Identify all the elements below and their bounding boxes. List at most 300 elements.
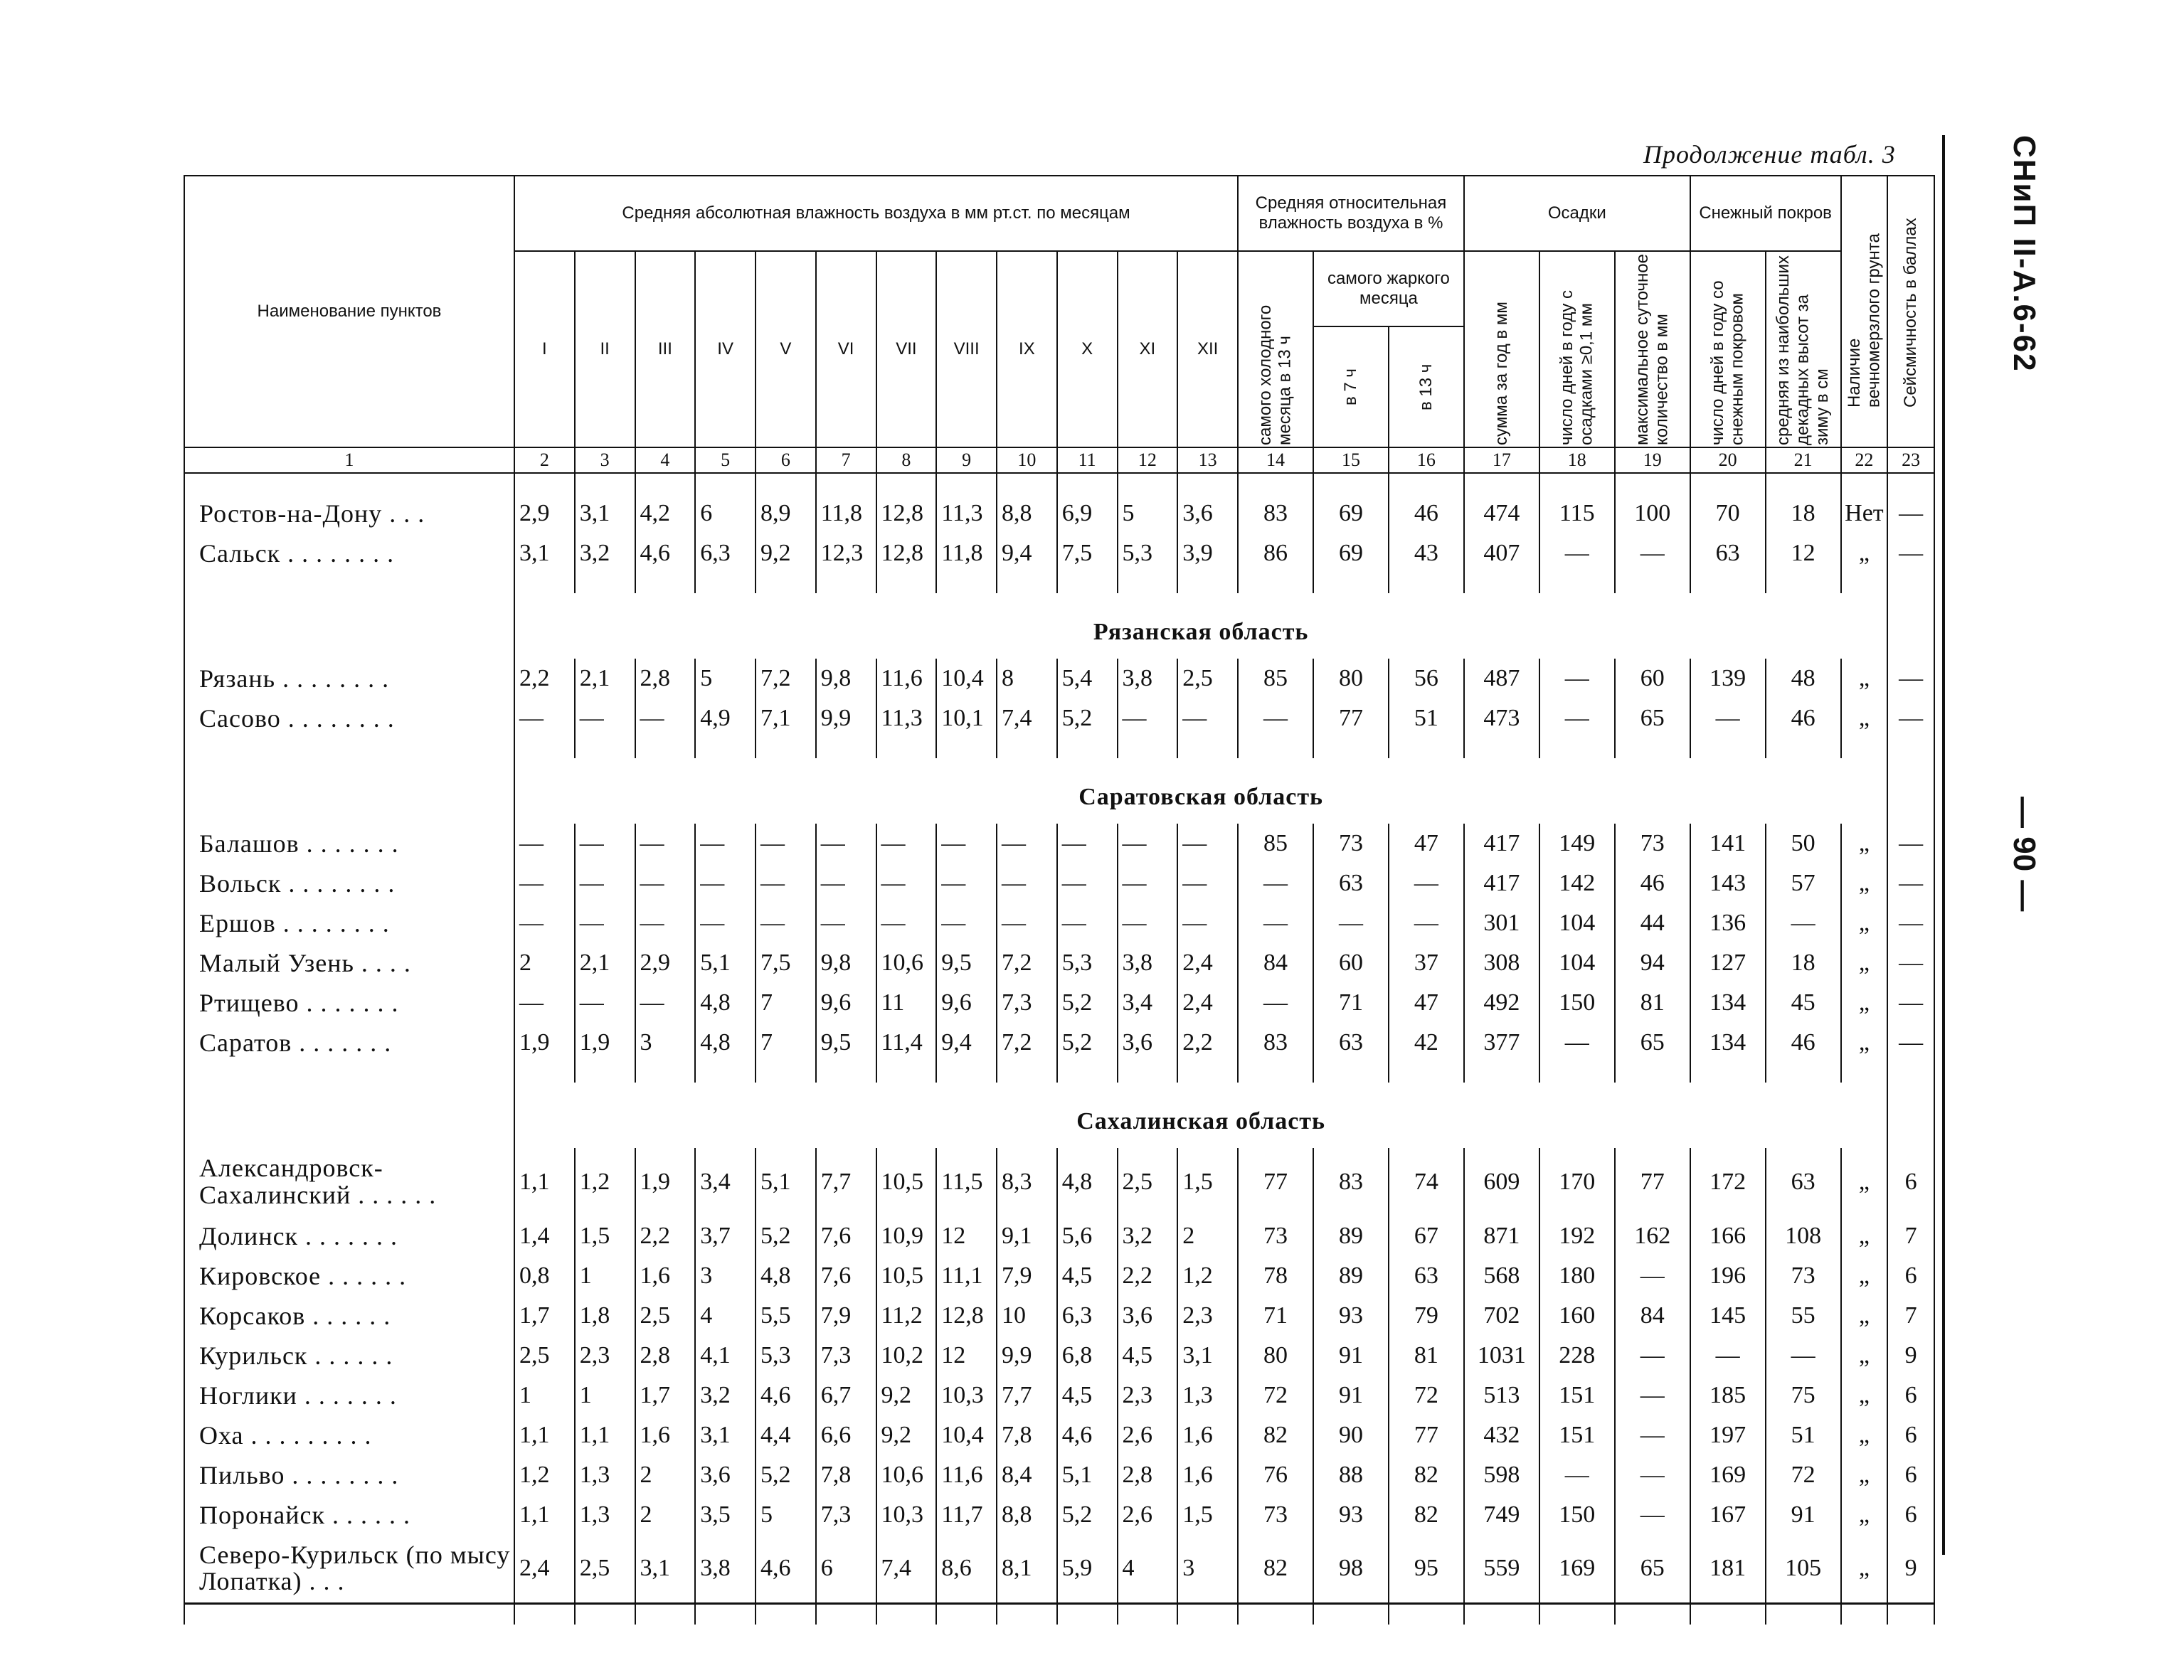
table-cell: „ [1841, 983, 1888, 1023]
table-cell: 6 [816, 1535, 876, 1604]
table-cell: — [1887, 983, 1934, 1023]
table-cell: 2 [635, 1495, 696, 1535]
climate-table [184, 175, 1935, 1625]
table-cell: 4,6 [756, 1535, 816, 1604]
table-cell: — [1887, 659, 1934, 698]
table-cell: 7,6 [816, 1216, 876, 1256]
table-cell: — [695, 863, 756, 903]
table-cell: 12 [936, 1336, 997, 1376]
table-cell: 1,6 [1177, 1415, 1238, 1455]
table-cell: — [1766, 903, 1841, 943]
table-cell: 10,3 [876, 1495, 937, 1535]
table-cell: 6,6 [816, 1415, 876, 1455]
header-name-col: Наименование пунктов [184, 176, 514, 447]
table-row [184, 983, 1934, 1023]
column-number: 10 [997, 447, 1057, 473]
table-cell: 91 [1313, 1376, 1389, 1415]
table-cell: 1,1 [514, 1415, 575, 1455]
table-cell: — [1057, 903, 1118, 943]
table-cell: 1,5 [1177, 1148, 1238, 1216]
table-cell: 7 [756, 983, 816, 1023]
table-cell: 83 [1313, 1148, 1389, 1216]
table-cell: 1031 [1464, 1336, 1539, 1376]
table-cell: 6 [695, 494, 756, 533]
table-cell: 3 [635, 1023, 696, 1063]
table-cell: 2,6 [1118, 1415, 1178, 1455]
table-cell: 4,6 [1057, 1415, 1118, 1455]
table-cell: 3,1 [575, 494, 635, 533]
table-cell: 2,3 [1118, 1376, 1178, 1415]
table-cell: „ [1841, 824, 1888, 863]
table-cell: 377 [1464, 1023, 1539, 1063]
table-cell: 228 [1539, 1336, 1615, 1376]
table-cell: 1,9 [575, 1023, 635, 1063]
table-cell: 3,8 [695, 1535, 756, 1604]
table-cell: 11,4 [876, 1023, 937, 1063]
table-cell: — [1887, 903, 1934, 943]
header-month-9: IX [997, 251, 1057, 447]
header-seismic: Сейсмичность в баллах [1887, 176, 1934, 447]
table-cell: 7,9 [997, 1256, 1057, 1296]
table-cell: — [1615, 1415, 1690, 1455]
table-cell: 46 [1766, 1023, 1841, 1063]
table-cell: 2,4 [1177, 943, 1238, 983]
table-cell: — [1177, 903, 1238, 943]
table-cell: 88 [1313, 1455, 1389, 1495]
header-permafrost: Наличие вечномерзлого грунта [1841, 176, 1888, 447]
table-cell: — [1887, 494, 1934, 533]
header-abs-humidity: Средняя абсолютная влажность воздуха в мм рт.ст. по месяцам [514, 176, 1238, 251]
table-cell: 141 [1690, 824, 1766, 863]
table-cell: — [1313, 903, 1389, 943]
table-cell: 2,4 [1177, 983, 1238, 1023]
table-cell: 166 [1690, 1216, 1766, 1256]
table-cell: — [1238, 903, 1313, 943]
table-cell: 4,5 [1057, 1256, 1118, 1296]
table-cell: 598 [1464, 1455, 1539, 1495]
place-name: Балашов . . . . . . . [184, 824, 514, 863]
table-cell: 1,3 [575, 1495, 635, 1535]
region-row [184, 1083, 1934, 1148]
table-cell: 8,8 [997, 494, 1057, 533]
table-cell: 5,2 [1057, 983, 1118, 1023]
place-name: Вольск . . . . . . . . [184, 863, 514, 903]
table-cell: „ [1841, 1415, 1888, 1455]
table-cell: 2,5 [1177, 659, 1238, 698]
table-cell: 69 [1313, 533, 1389, 573]
table-cell: — [1238, 863, 1313, 903]
table-cell: — [1118, 903, 1178, 943]
table-cell: 77 [1389, 1415, 1464, 1455]
table-cell: 7 [756, 1023, 816, 1063]
table-cell: 3,2 [1118, 1216, 1178, 1256]
table-cell: 180 [1539, 1256, 1615, 1296]
table-cell: 72 [1766, 1455, 1841, 1495]
table-cell: — [514, 863, 575, 903]
table-cell: 3,6 [695, 1455, 756, 1495]
table-cell: 8 [997, 659, 1057, 698]
table-cell: „ [1841, 943, 1888, 983]
table-cell: 6,8 [1057, 1336, 1118, 1376]
table-cell: 48 [1766, 659, 1841, 698]
table-cell: 4,8 [756, 1256, 816, 1296]
table-cell: 83 [1238, 494, 1313, 533]
header-month-12: XII [1177, 251, 1238, 447]
column-number: 22 [1841, 447, 1888, 473]
table-cell: 2,3 [1177, 1296, 1238, 1336]
table-cell: 73 [1313, 824, 1389, 863]
table-cell: Нет [1841, 494, 1888, 533]
table-cell: — [1615, 1495, 1690, 1535]
table-cell: 6,9 [1057, 494, 1118, 533]
table-cell: 417 [1464, 863, 1539, 903]
table-cell: — [756, 824, 816, 863]
table-cell: 4,8 [1057, 1148, 1118, 1216]
table-cell: 2,5 [575, 1535, 635, 1604]
table-row [184, 698, 1934, 738]
table-cell: — [575, 863, 635, 903]
header-month-4: IV [695, 251, 756, 447]
table-cell: 46 [1766, 698, 1841, 738]
table-cell: 7,9 [816, 1296, 876, 1336]
table-cell: 85 [1238, 824, 1313, 863]
table-cell: — [695, 824, 756, 863]
table-cell: 67 [1389, 1216, 1464, 1256]
table-cell: 4,6 [635, 533, 696, 573]
table-cell: 7,4 [876, 1535, 937, 1604]
column-number: 21 [1766, 447, 1841, 473]
table-cell: 149 [1539, 824, 1615, 863]
table-cell: 143 [1690, 863, 1766, 903]
table-cell: 11,2 [876, 1296, 937, 1336]
place-name: Курильск . . . . . . [184, 1336, 514, 1376]
place-name: Корсаков . . . . . . [184, 1296, 514, 1336]
table-cell: 2,2 [514, 659, 575, 698]
table-cell: 95 [1389, 1535, 1464, 1604]
table-cell: 1,7 [635, 1376, 696, 1415]
table-cell: 151 [1539, 1415, 1615, 1455]
table-cell: 162 [1615, 1216, 1690, 1256]
table-cell: 81 [1615, 983, 1690, 1023]
column-number: 9 [936, 447, 997, 473]
table-cell: 60 [1313, 943, 1389, 983]
header-snow: Снежный покров [1690, 176, 1841, 251]
table-cell: 172 [1690, 1148, 1766, 1216]
table-cell: „ [1841, 1376, 1888, 1415]
table-cell: 63 [1389, 1256, 1464, 1296]
document-code: СНиП II-А.6-62 [2007, 135, 2042, 373]
table-cell: 3,1 [635, 1535, 696, 1604]
table-row [184, 1023, 1934, 1063]
table-cell: 11,5 [936, 1148, 997, 1216]
table-cell: 150 [1539, 983, 1615, 1023]
table-cell: 10,5 [876, 1256, 937, 1296]
table-cell: 3,6 [1118, 1296, 1178, 1336]
table-cell: 2,1 [575, 659, 635, 698]
table-cell: — [1690, 698, 1766, 738]
table-row [184, 1296, 1934, 1336]
header-month-3: III [635, 251, 696, 447]
table-cell: 7,1 [756, 698, 816, 738]
header-month-7: VII [876, 251, 937, 447]
table-cell: 76 [1238, 1455, 1313, 1495]
table-cell: 63 [1690, 533, 1766, 573]
table-cell: 6,3 [695, 533, 756, 573]
table-cell: 5,3 [1118, 533, 1178, 573]
table-cell: 79 [1389, 1296, 1464, 1336]
column-number: 14 [1238, 447, 1313, 473]
table-cell: 2 [635, 1455, 696, 1495]
table-cell: 151 [1539, 1376, 1615, 1415]
table-row [184, 1336, 1934, 1376]
table-cell: 487 [1464, 659, 1539, 698]
table-cell: 6,7 [816, 1376, 876, 1415]
table-cell: 78 [1238, 1256, 1313, 1296]
place-name: Ноглики . . . . . . . [184, 1376, 514, 1415]
table-cell: 85 [1238, 659, 1313, 698]
table-cell: 10 [997, 1296, 1057, 1336]
table-cell: 181 [1690, 1535, 1766, 1604]
header-precip-sum: сумма за год в мм [1464, 251, 1539, 447]
table-cell: 417 [1464, 824, 1539, 863]
table-cell: 7,8 [816, 1455, 876, 1495]
table-cell: 104 [1539, 903, 1615, 943]
table-cell: 11,1 [936, 1256, 997, 1296]
table-cell: 568 [1464, 1256, 1539, 1296]
table-cell: 47 [1389, 824, 1464, 863]
table-cell: 150 [1539, 1495, 1615, 1535]
table-cell: — [695, 903, 756, 943]
table-cell: 63 [1766, 1148, 1841, 1216]
table-cell: 3,6 [1177, 494, 1238, 533]
table-cell: — [635, 824, 696, 863]
table-cell: 72 [1238, 1376, 1313, 1415]
place-name: Александровск-Сахалинский . . . . . . [184, 1148, 514, 1216]
table-cell: 89 [1313, 1216, 1389, 1256]
table-cell: 60 [1615, 659, 1690, 698]
table-cell: 197 [1690, 1415, 1766, 1455]
table-cell: 77 [1615, 1148, 1690, 1216]
table-cell: 90 [1313, 1415, 1389, 1455]
column-number: 20 [1690, 447, 1766, 473]
table-cell: 1,2 [1177, 1256, 1238, 1296]
table-cell: 185 [1690, 1376, 1766, 1415]
table-cell: 7,2 [997, 943, 1057, 983]
table-cell: 4,5 [1118, 1336, 1178, 1376]
header-month-1: I [514, 251, 575, 447]
table-cell: — [635, 698, 696, 738]
table-cell: 9,8 [816, 943, 876, 983]
table-cell: 6 [1887, 1495, 1934, 1535]
place-name: Кировское . . . . . . [184, 1256, 514, 1296]
table-cell: 474 [1464, 494, 1539, 533]
header-month-2: II [575, 251, 635, 447]
table-cell: 11,6 [876, 659, 937, 698]
table-cell: 3,2 [575, 533, 635, 573]
table-cell: 77 [1238, 1148, 1313, 1216]
table-cell: 301 [1464, 903, 1539, 943]
place-name: Поронайск . . . . . . [184, 1495, 514, 1535]
table-cell: 9,6 [936, 983, 997, 1023]
table-cell: 8,4 [997, 1455, 1057, 1495]
table-cell: 9,2 [756, 533, 816, 573]
table-cell: 1,2 [514, 1455, 575, 1495]
table-cell: — [1887, 863, 1934, 903]
table-cell: 3 [1177, 1535, 1238, 1604]
table-cell: 82 [1238, 1415, 1313, 1455]
table-cell: 145 [1690, 1296, 1766, 1336]
table-row [184, 1376, 1934, 1415]
table-cell: 7,2 [756, 659, 816, 698]
table-cell: „ [1841, 1216, 1888, 1256]
table-cell: 2 [1177, 1216, 1238, 1256]
table-cell: 10,3 [936, 1376, 997, 1415]
table-cell: 2,2 [1118, 1256, 1178, 1296]
table-cell: 12,8 [876, 494, 937, 533]
table-cell: 2,5 [514, 1336, 575, 1376]
table-cell: „ [1841, 1023, 1888, 1063]
table-cell: 7,7 [997, 1376, 1057, 1415]
table-cell: „ [1841, 1148, 1888, 1216]
table-cell: 5,3 [1057, 943, 1118, 983]
table-cell: 47 [1389, 983, 1464, 1023]
table-cell: 160 [1539, 1296, 1615, 1336]
table-cell: 2,2 [635, 1216, 696, 1256]
table-cell: — [936, 824, 997, 863]
table-cell: 82 [1389, 1495, 1464, 1535]
table-cell: 9,4 [997, 533, 1057, 573]
table-cell: 73 [1238, 1495, 1313, 1535]
column-number-row [184, 447, 1934, 473]
table-cell: 94 [1615, 943, 1690, 983]
table-cell: — [1766, 1336, 1841, 1376]
table-cell: 3,1 [1177, 1336, 1238, 1376]
table-cell: 3,2 [695, 1376, 756, 1415]
table-cell: 871 [1464, 1216, 1539, 1256]
table-cell: „ [1841, 1256, 1888, 1296]
table-cell: 4,5 [1057, 1376, 1118, 1415]
region-row [184, 593, 1934, 659]
table-cell: 108 [1766, 1216, 1841, 1256]
table-cell: 6 [1887, 1376, 1934, 1415]
table-cell: 73 [1766, 1256, 1841, 1296]
table-cell: 134 [1690, 1023, 1766, 1063]
table-cell: 9,4 [936, 1023, 997, 1063]
table-cell: 57 [1766, 863, 1841, 903]
table-cell: 84 [1615, 1296, 1690, 1336]
table-cell: — [876, 903, 937, 943]
table-cell: 127 [1690, 943, 1766, 983]
table-row [184, 533, 1934, 573]
table-cell: — [997, 903, 1057, 943]
table-cell: 308 [1464, 943, 1539, 983]
table-cell: 10,6 [876, 1455, 937, 1495]
page-margin-rule [1942, 135, 1945, 1555]
table-cell: 9,9 [997, 1336, 1057, 1376]
table-cell: — [1238, 698, 1313, 738]
table-row [184, 903, 1934, 943]
table-cell: — [1539, 1455, 1615, 1495]
table-cell: 5,6 [1057, 1216, 1118, 1256]
table-cell: 192 [1539, 1216, 1615, 1256]
table-cell: 11 [876, 983, 937, 1023]
table-cell: 11,8 [816, 494, 876, 533]
table-cell: 9,8 [816, 659, 876, 698]
table-cell: — [1887, 698, 1934, 738]
table-cell: 2,8 [635, 659, 696, 698]
table-cell: 7,4 [997, 698, 1057, 738]
table-cell: 51 [1389, 698, 1464, 738]
table-cell: 1,2 [575, 1148, 635, 1216]
table-cell: 46 [1389, 494, 1464, 533]
table-cell: 43 [1389, 533, 1464, 573]
table-cell: 3 [695, 1256, 756, 1296]
table-cell: — [635, 863, 696, 903]
table-cell: 7,5 [756, 943, 816, 983]
table-cell: — [816, 863, 876, 903]
table-cell: — [1690, 1336, 1766, 1376]
header-rel-humidity: Средняя относительная влажность воздуха в % [1238, 176, 1464, 251]
table-cell: — [575, 983, 635, 1023]
table-cell: 2,5 [635, 1296, 696, 1336]
table-cell: 91 [1313, 1336, 1389, 1376]
table-cell: 1 [575, 1376, 635, 1415]
table-cell: 11,3 [876, 698, 937, 738]
table-cell: 1,1 [575, 1415, 635, 1455]
table-cell: 73 [1615, 824, 1690, 863]
table-cell: 167 [1690, 1495, 1766, 1535]
header-snow-days: число дней в году со снежным покровом [1690, 251, 1766, 447]
table-cell: — [756, 863, 816, 903]
table-cell: 9,1 [997, 1216, 1057, 1256]
table-cell: 2 [514, 943, 575, 983]
table-cell: 9,6 [816, 983, 876, 1023]
table-row [184, 1455, 1934, 1495]
table-cell: 513 [1464, 1376, 1539, 1415]
table-cell: 5,3 [756, 1336, 816, 1376]
column-number: 23 [1887, 447, 1934, 473]
table-cell: 2,6 [1118, 1495, 1178, 1535]
header-month-5: V [756, 251, 816, 447]
table-cell: 82 [1238, 1535, 1313, 1604]
header-month-10: X [1057, 251, 1118, 447]
table-cell: 10,4 [936, 1415, 997, 1455]
table-cell: „ [1841, 1455, 1888, 1495]
table-cell: — [936, 863, 997, 903]
place-name: Сасово . . . . . . . . [184, 698, 514, 738]
table-cell: 1 [514, 1376, 575, 1415]
header-precip-max: максимальное суточное количество в мм [1615, 251, 1690, 447]
table-cell: — [635, 983, 696, 1023]
table-cell: — [1615, 1376, 1690, 1415]
table-cell: — [876, 824, 937, 863]
table-cell: 1,6 [1177, 1455, 1238, 1495]
table-cell: 115 [1539, 494, 1615, 533]
table-cell: — [575, 698, 635, 738]
table-cell: 12 [1766, 533, 1841, 573]
table-cell: 83 [1238, 1023, 1313, 1063]
table-cell: 4,8 [695, 983, 756, 1023]
table-cell: — [1887, 943, 1934, 983]
table-cell: — [936, 903, 997, 943]
table-row [184, 1415, 1934, 1455]
table-cell: — [1389, 863, 1464, 903]
table-cell: 1,3 [1177, 1376, 1238, 1415]
table-cell: 3,5 [695, 1495, 756, 1535]
table-cell: 7,8 [997, 1415, 1057, 1455]
table-cell: 86 [1238, 533, 1313, 573]
table-cell: 2,8 [1118, 1455, 1178, 1495]
